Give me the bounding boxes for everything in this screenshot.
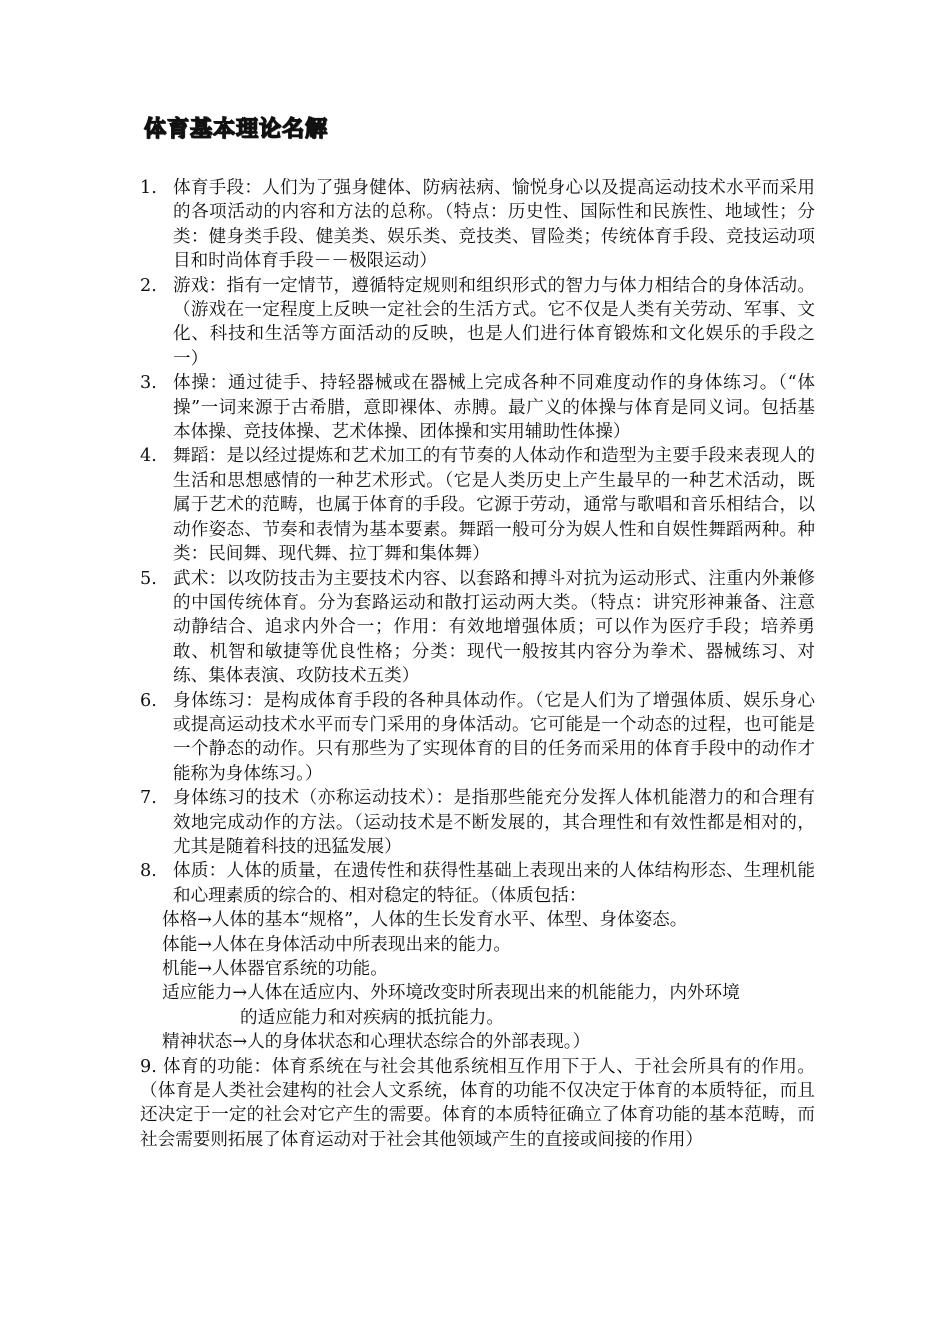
sub-item-mental-state: 精神状态→人的身体状态和心理状态综合的外部表现。） [162,1032,591,1053]
list-item-9: 9. 体育的功能：体育系统在与社会其他系统相互作用下于人、于社会所具有的作用。（体育是人类社会建构的社会人文系统，体育的功能不仅决定于体育的本质特征，而且还决定于一定的社会对它产生的需要。体育的本质特征确立了体育功能的基本范畴，而社会需要则拓展了体育运动对于社会其他领域产生的直接或间接的作用） [140,1056,815,1150]
list-item [140,859,815,908]
page-title: 体育基本理论名解 [144,117,329,142]
list-item [140,444,815,566]
item-text: 体育手段：人们为了强身健体、防病祛病、愉悦身心以及提高运动技术水平而采用的各项活动的内容和方法的总称。（特点：历史性、国际性和民族性、地域性；分类：健身类手段、健美类、娱乐类、竞技类、冒险类；传统体育手段、竞技运动项目和时尚体育手段－－极限运动） [173,178,815,272]
item-text: 身体练习：是构成体育手段的各种具体动作。（它是人们为了增强体质、娱乐身心或提高运动技术水平而专门采用的身体活动。它可能是一个动态的过程，也可能是一个静态的动作。只有那些为了实现体育的目的任务而采用的体育手段中的动作才能称为身体练习。） [173,690,815,784]
item-number: 2. [140,275,157,296]
item-text: 身体练习的技术（亦称运动技术）：是指那些能充分发挥人体机能潜力的和合理有效地完成动作的方法。（运动技术是不断发展的，其合理性和有效性都是相对的，尤其是随着科技的迅猛发展） [173,788,815,857]
item-number: 3. [140,373,157,394]
list-item [140,371,815,444]
item-text: 武术：以攻防技击为主要技术内容、以套路和搏斗对抗为运动形式、注重内外兼修的中国传统体育。分为套路运动和散打运动两大类。（特点：讲究形神兼备、注意动静结合、追求内外合一；作用：有效地增强体质；可以作为医疗手段；培养勇敢、机智和敏捷等优良性格；分类：现代一般按其内容分为拳术、器械练习、对练、集体表演、攻防技术五类） [173,568,815,687]
item-number: 1. [140,178,157,198]
sub-item-adaptability-cont: 的适应能力和对疾病的抵抗能力。 [240,1007,504,1028]
list-item [140,689,815,787]
item-number: 8. [140,861,157,882]
item-number: 5. [140,568,157,589]
item-number: 7. [140,788,157,809]
list-item [140,567,815,689]
item-number: 4. [140,446,157,467]
list-item [140,176,815,274]
item-text: 体质：人体的质量，在遗传性和获得性基础上表现出来的人体结构形态、生理机能和心理素质的综合的、相对稳定的特征。（体质包括： [173,861,815,906]
document-body [140,176,815,1152]
sub-item-adaptability: 适应能力→人体在适应内、外环境改变时所表现出来的机能能力，内外环境 [162,983,740,1004]
item-text: 体操：通过徒手、持轻器械或在器械上完成各种不同难度动作的身体练习。（“体操”一词来源于古希腊，意即裸体、赤膊。最广义的体操与体育是同义词。包括基本体操、竞技体操、艺术体操、团体操和实用辅助性体操） [173,373,815,443]
item-text: 舞蹈：是以经过提炼和艺术加工的有节奏的人体动作和造型为主要手段来表现人的生活和思想感情的一种艺术形式。（它是人类历史上产生最早的一种艺术活动，既属于艺术的范畴，也属于体育的手段。它源于劳动，通常与歌唱和音乐相结合，以动作姿态、节奏和表情为基本要素。舞蹈一般可分为娱人性和自娱性舞蹈两种。种类：民间舞、现代舞、拉丁舞和集体舞） [173,446,815,565]
item-text: 游戏：指有一定情节，遵循特定规则和组织形式的智力与体力相结合的身体活动。（游戏在一定程度上反映一定社会的生活方式。它不仅是人类有关劳动、军事、文化、科技和生活等方面活动的反映，也是人们进行体育锻炼和文化娱乐的手段之一） [173,275,815,369]
list-item [140,786,815,859]
item-number: 6. [140,690,157,711]
list-item [140,274,815,372]
sub-item-function: 机能→人体器官系统的功能。 [162,959,388,979]
sub-item-fitness: 体能→人体在身体活动中所表现出来的能力。 [162,934,512,955]
sub-item-physique: 体格→人体的基本“规格”，人体的生长发育水平、体型、身体姿态。 [162,910,688,931]
